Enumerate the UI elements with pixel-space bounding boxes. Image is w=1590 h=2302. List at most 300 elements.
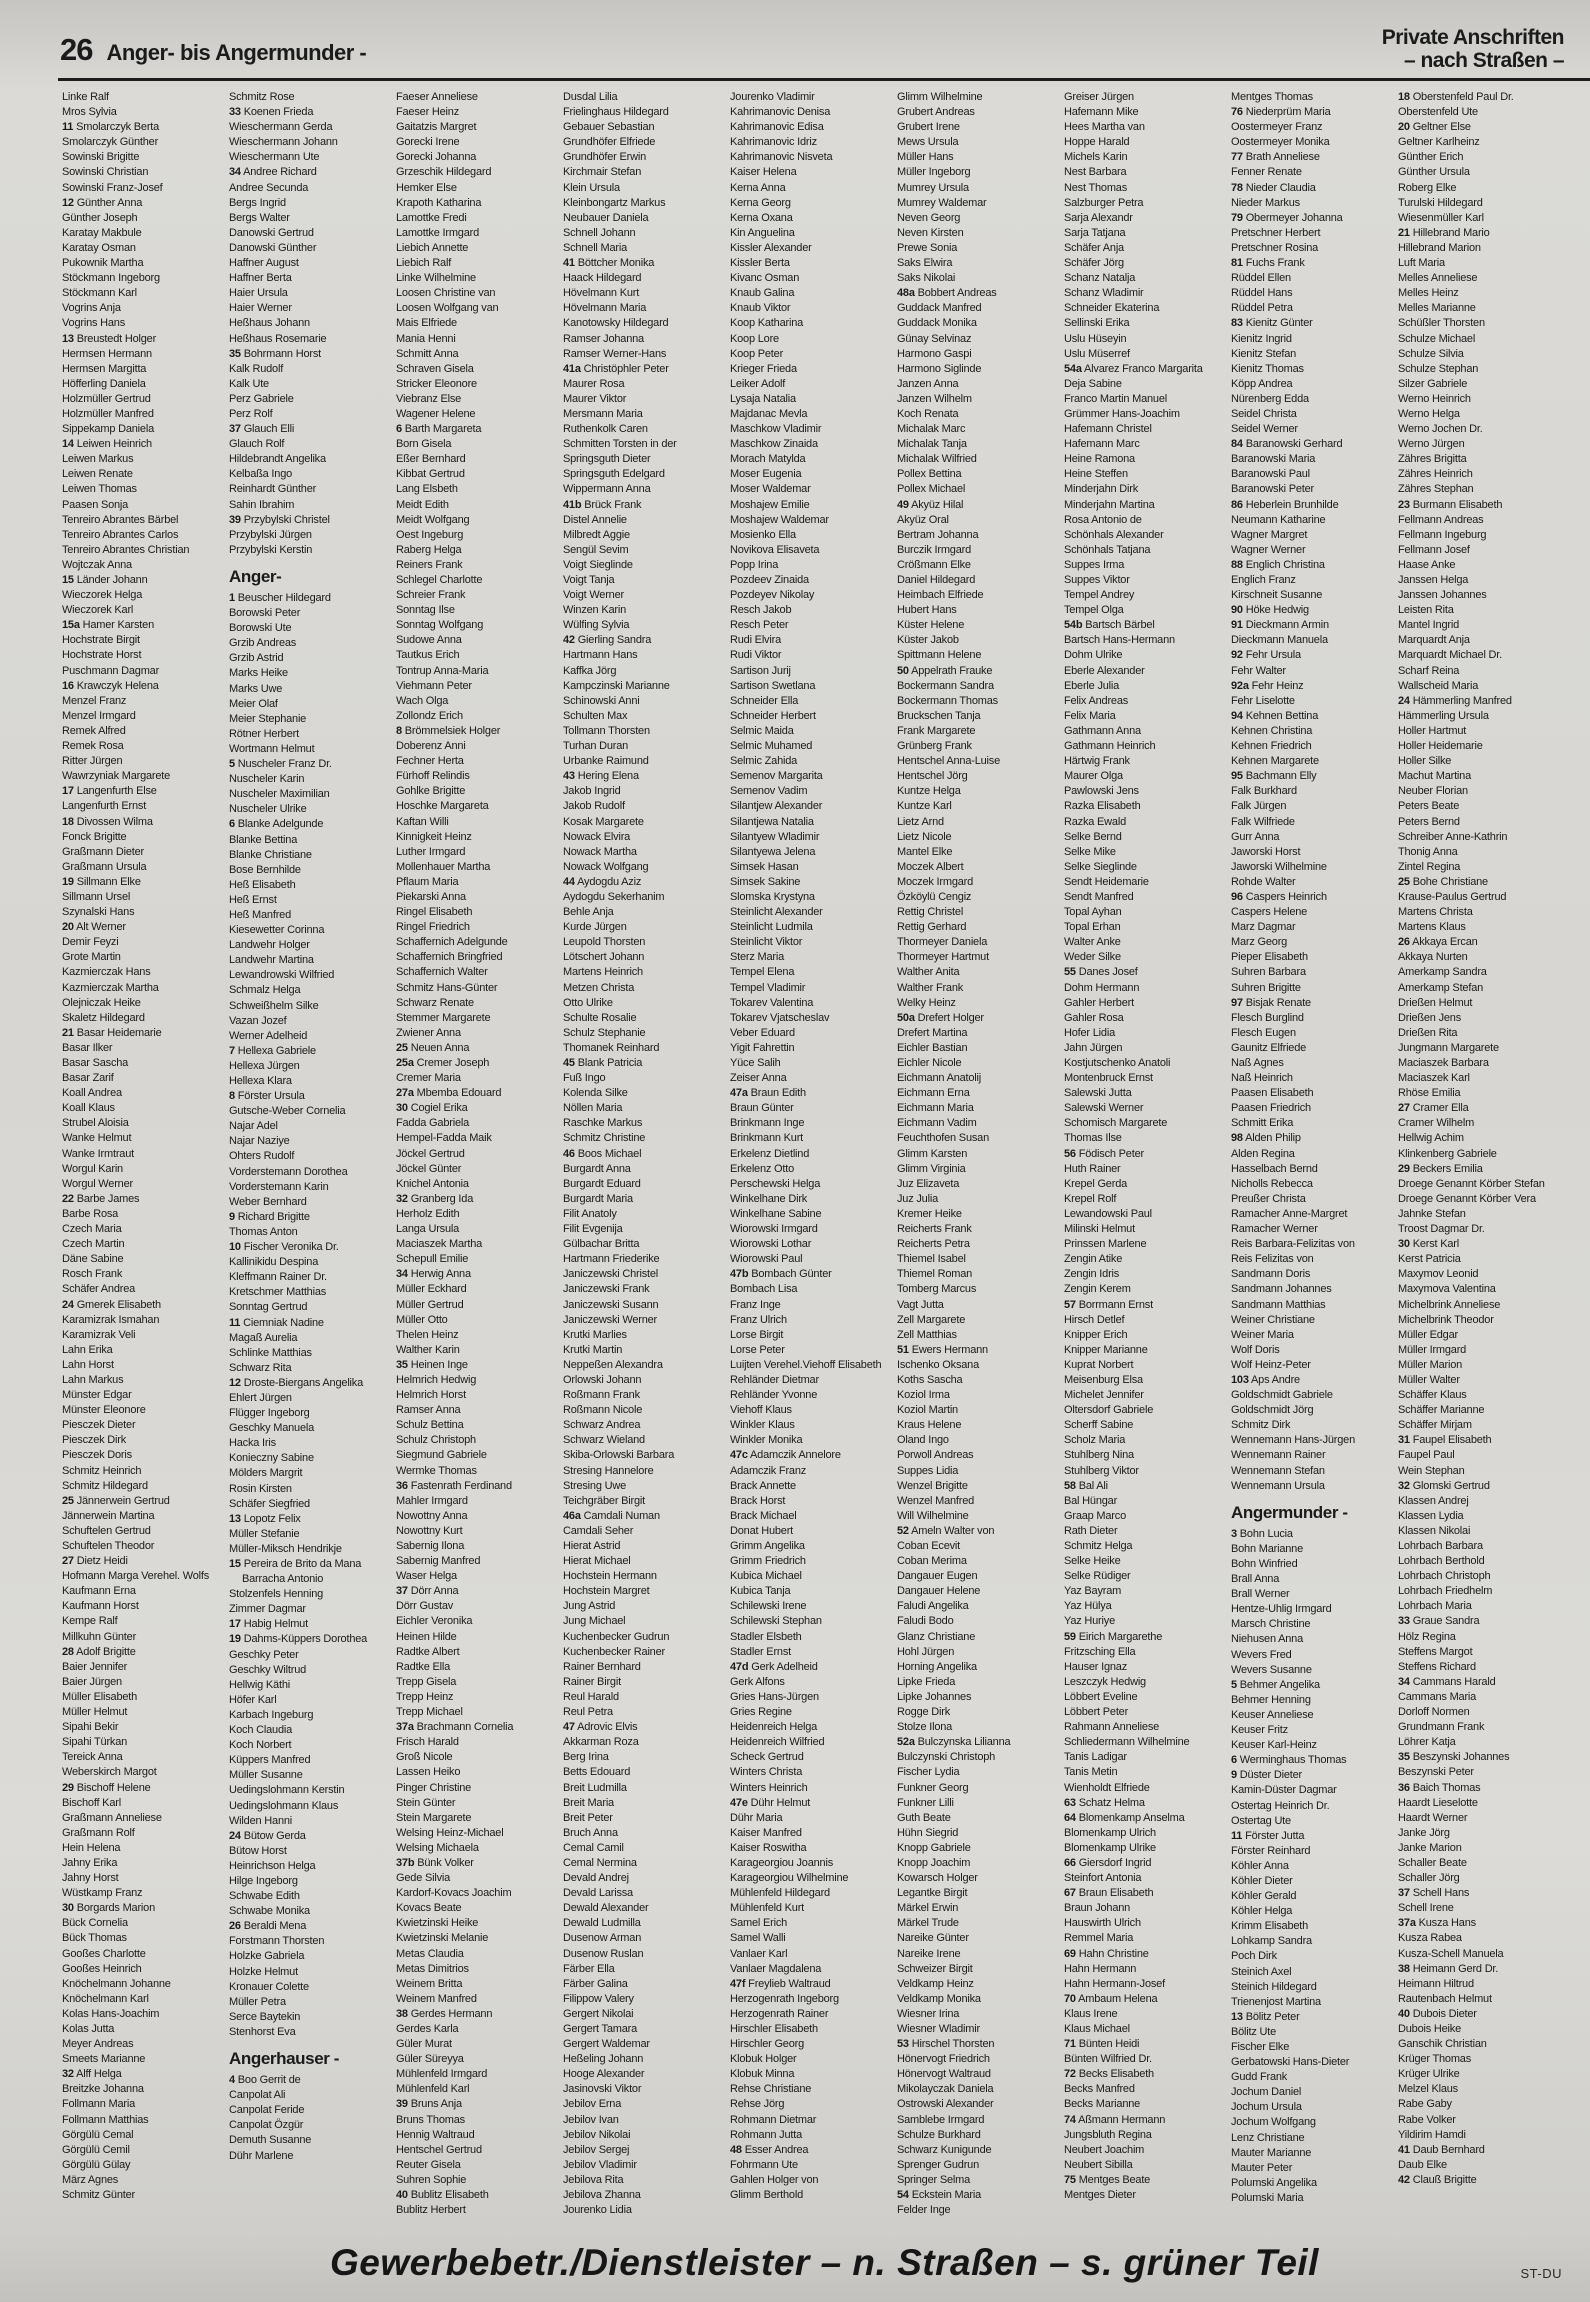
directory-entry: Jännerwein Martina [62,1509,155,1522]
directory-entry: Canpolat Ali [229,2089,286,2102]
page-header [60,14,1568,74]
directory-entry: Hacka Iris [229,1437,276,1450]
directory-entry: Filippow Valery [563,1992,634,2005]
directory-entry: Selmic Zahida [730,755,798,768]
directory-entry: Rabe Volker [1398,2113,1456,2126]
directory-entry: Gudd Frank [1231,2071,1288,2084]
directory-entry: Kostjutschenko Anatoli [1064,1057,1171,1069]
directory-entry: Reul Harald [563,1690,619,1703]
directory-entry: Schaffernich Walter [396,966,488,979]
directory-entry: 6 Werminghaus Thomas [1231,1754,1347,1767]
directory-entry: Müller Petra [229,1995,286,2008]
directory-entry: Müller Hans [897,151,954,164]
directory-entry: Minderjahn Dirk [1064,483,1139,496]
directory-entry: Basar Ilker [62,1041,113,1054]
directory-entry: 9 Richard Brigitte [229,1210,310,1223]
directory-entry: Olejniczak Heike [62,996,141,1009]
directory-entry: Jöckel Gertrud [396,1147,465,1160]
directory-entry: Walther Frank [897,981,964,994]
directory-entry: Schneider Herbert [730,709,816,722]
directory-entry: 94 Kehnen Bettina [1231,709,1319,722]
directory-entry: Eberle Alexander [1064,664,1145,677]
directory-entry: Schaller Jörg [1398,1872,1460,1885]
directory-entry: Nuscheler Karin [229,773,305,786]
directory-entry: Kempe Ralf [62,1615,118,1628]
directory-entry: Gerdes Karla [396,2023,459,2035]
directory-entry: Feuchthofen Susan [897,1132,990,1145]
directory-entry: Fischer Elke [1231,2041,1290,2053]
directory-entry: Lohrbach Maria [1398,1600,1472,1613]
directory-entry: 54a Alvarez Franco Margarita [1064,362,1203,375]
directory-entry: 14 Leiwen Heinrich [62,438,152,451]
directory-entry: Leiker Adolf [730,377,786,390]
directory-entry: Nowottny Kurt [396,1524,463,1537]
directory-entry: Reis Barbara-Felizitas von [1231,1238,1355,1251]
directory-entry: Schulten Max [563,709,628,722]
directory-entry: Nest Thomas [1064,181,1128,194]
directory-entry: 20 Alt Werner [62,921,126,934]
directory-entry: Knipper Marianne [1064,1343,1148,1356]
directory-entry: Scharf Reina [1398,664,1460,677]
directory-entry: 25a Cremer Joseph [396,1057,490,1069]
directory-entry: Kalk Rudolf [229,362,284,375]
house-number: 13 [62,332,74,345]
house-number: 11 [1231,1829,1243,1842]
directory-entry: Becks Marianne [1064,2098,1141,2111]
directory-entry: Fehr Liselotte [1231,694,1295,707]
directory-entry: Hildebrandt Angelika [229,453,326,466]
directory-entry: Stein Günter [396,1796,456,1809]
directory-entry: Kazmierczak Hans [62,966,151,979]
directory-entry: 58 Bal Ali [1064,1479,1108,1492]
house-number: 29 [1398,1162,1410,1175]
directory-entry: Fürhoff Relindis [396,770,470,783]
directory-entry: Löhrer Katja [1398,1736,1456,1749]
directory-entry: Kaiser Manfred [730,1826,802,1839]
directory-entry: Neven Georg [897,211,961,224]
directory-entry: Ringel Elisabeth [396,906,473,919]
directory-entry: Schnell Johann [563,226,636,239]
directory-entry: 11 Förster Jutta [1231,1829,1305,1842]
directory-entry: Kazmierczak Martha [62,981,159,994]
directory-entry: Walther Anita [897,966,960,979]
directory-entry: Simsek Sakine [730,875,801,888]
directory-entry: Schlinke Matthias [229,1346,312,1359]
directory-entry: Daub Elke [1398,2158,1447,2171]
directory-entry: Erkelenz Otto [730,1162,795,1175]
house-number: 63 [1064,1796,1076,1809]
directory-entry: Bück Cornelia [62,1917,128,1930]
directory-entry: Martens Christa [1398,906,1473,919]
directory-entry: Neubert Sibilla [1064,2158,1133,2171]
directory-entry: Herholz Edith [396,1207,460,1220]
house-number: 8 [229,1090,235,1103]
directory-entry: Betts Edouard [563,1766,631,1779]
directory-entry: Puschmann Dagmar [62,664,160,677]
directory-entry: Gorecki Irene [396,136,460,149]
house-number: 40 [396,2189,408,2202]
directory-entry: Borowski Ute [229,622,292,635]
directory-entry: 16 Krawczyk Helena [62,679,159,692]
directory-entry: Koziol Martin [897,1404,958,1417]
directory-entry: Schaffernich Bringfried [396,951,503,964]
directory-entry: Ramacher Anne-Margret [1231,1207,1348,1220]
directory-entry: Devald Larissa [563,1887,633,1900]
directory-entry: Hohl Jürgen [897,1645,955,1658]
directory-entry: Rohde Walter [1231,875,1296,888]
directory-entry: Stein Margarete [396,1811,472,1824]
directory-entry: Hirschler Georg [730,2038,805,2051]
directory-entry: Wieschermann Gerda [229,121,333,134]
directory-entry: Springsguth Dieter [563,453,651,466]
directory-entry: Rötner Herbert [229,727,299,740]
directory-entry: Zintel Regina [1398,860,1461,873]
directory-entry: 95 Bachmann Elly [1231,770,1317,783]
directory-entry: 97 Bisjak Renate [1231,996,1311,1009]
directory-entry: Graßmann Dieter [62,845,144,858]
directory-entry: Drießen Jens [1398,1011,1462,1024]
directory-entry: Will Wilhelmine [897,1509,969,1522]
directory-entry: Wennemann Ursula [1231,1479,1325,1492]
directory-entry: Kienitz Thomas [1231,362,1304,375]
directory-entry: Schweißhelm Silke [229,999,319,1012]
directory-entry: Ehlert Jürgen [229,1391,292,1404]
directory-entry: Sengül Sevim [563,543,629,556]
directory-entry: Sipahi Türkan [62,1736,128,1749]
directory-entry: Pieper Elisabeth [1231,951,1308,964]
directory-entry: Gergert Nikolai [563,2007,634,2020]
house-number: 20 [1398,121,1410,134]
directory-entry: Droege Genannt Körber Stefan [1398,1177,1545,1190]
directory-entry: Mumrey Ursula [897,181,969,194]
directory-entry: Kuprat Norbert [1064,1358,1134,1371]
directory-entry: Koziol Irma [897,1389,950,1402]
directory-entry: 12 Droste-Biergans Angelika [229,1376,364,1389]
directory-entry: Scholz Maria [1064,1434,1126,1447]
directory-entry: Funkner Georg [897,1781,969,1794]
directory-entry: Kissler Alexander [730,241,812,254]
directory-entry: Glimm Wilhelmine [897,91,983,103]
directory-entry: 31 Faupel Elisabeth [1398,1434,1492,1447]
directory-entry: Neuber Florian [1398,785,1468,798]
directory-entry: Danowski Günther [229,241,317,254]
directory-entry: Trepp Michael [396,1706,463,1719]
directory-entry: Sillmann Ursel [62,890,131,903]
directory-entry: Meidt Wolfgang [396,513,470,526]
directory-entry: Reicherts Petra [897,1238,970,1251]
directory-entry: Kusza-Schell Manuela [1398,1947,1504,1960]
header-right-line1: Private Anschriften [1381,26,1564,49]
directory-entry: Nowack Elvira [563,830,631,843]
directory-entry: 25 Jännerwein Gertrud [62,1494,170,1507]
directory-entry: Sonntag Wolfgang [396,619,484,632]
directory-entry: Grundhöfer Elfriede [563,136,656,149]
house-number: 10 [229,1241,241,1254]
directory-entry: Jochum Ursula [1231,2101,1302,2114]
directory-entry: Jebilov Ivan [563,2113,619,2126]
directory-entry: Akyüz Oral [897,513,949,526]
directory-entry: Krutki Martin [563,1343,623,1356]
directory-entry: Dusenow Ruslan [563,1947,644,1960]
directory-entry: Lenz Christiane [1231,2131,1305,2144]
directory-entry: Müller Stefanie [229,1527,300,1540]
directory-entry: Gaitatzis Margret [396,121,477,134]
directory-entry: Oland Ingo [897,1434,949,1447]
directory-entry: Jöckel Günter [396,1162,462,1175]
directory-entry: Wennemann Hans-Jürgen [1231,1434,1356,1447]
directory-entry: Fadda Gabriela [396,1117,470,1130]
house-number: 34 [229,166,241,179]
directory-entry: Salzburger Petra [1064,196,1144,209]
directory-entry: Sendt Heidemarie [1064,875,1149,888]
directory-entry: Koop Peter [730,347,784,360]
directory-entry: Hahn Hermann [1064,1962,1137,1975]
directory-entry: Günther Erich [1398,151,1464,164]
directory-entry: Sterz Maria [730,951,785,964]
directory-entry: Filit Anatoly [563,1207,617,1220]
house-number: 25 [1398,875,1410,888]
directory-entry: Stresing Hannelore [563,1464,654,1477]
directory-entry: Erkelenz Dietlind [730,1147,810,1160]
directory-entry: Wach Olga [396,694,449,707]
directory-entry: Steinich Axel [1231,1965,1292,1978]
house-number: 75 [1064,2173,1076,2186]
directory-entry: Moczek Albert [897,860,964,873]
directory-entry: Michalak Marc [897,423,966,436]
directory-entry: 86 Heberlein Brunhilde [1231,498,1339,511]
directory-entry: Lipke Johannes [897,1690,972,1703]
directory-entry: Klassen Lydia [1398,1509,1464,1522]
directory-entry: Wiorowski Lothar [730,1238,812,1251]
directory-entry: 50 Appelrath Frauke [897,664,993,677]
directory-entry: Franz Inge [730,1298,781,1311]
house-number: 94 [1231,709,1243,722]
directory-entry: Beszynski Peter [1398,1766,1474,1779]
directory-entry: Küster Jakob [897,634,959,647]
house-number: 50 [897,664,909,677]
directory-entry: Winkler Klaus [730,1419,795,1432]
directory-entry: Stadler Ernst [730,1645,791,1658]
directory-entry: Bück Thomas [62,1932,127,1945]
directory-entry: Köpp Andrea [1231,377,1293,390]
directory-entry: Ganschik Christian [1398,2038,1487,2051]
directory-entry: Welsing Michaela [396,1841,479,1854]
directory-entry: Greiser Jürgen [1064,91,1134,103]
directory-entry: Jaworski Wilhelmine [1231,860,1327,873]
directory-entry: Schaffernich Adelgunde [396,936,508,949]
directory-entry: Koths Sascha [897,1373,963,1386]
directory-entry: Rettig Christel [897,906,964,919]
directory-entry: Kaufmann Horst [62,1600,139,1613]
directory-entry: 34 Andree Richard [229,166,317,179]
directory-entry: Hofer Lidia [1064,1026,1115,1039]
directory-entry: Bergs Ingrid [229,196,286,209]
directory-entry: Schäfer Siegfried [229,1497,310,1510]
house-number: 25 [396,1041,408,1054]
directory-entry: Tanis Metin [1064,1766,1118,1779]
directory-entry: Blanke Bettina [229,833,298,846]
directory-entry: Glimm Virginia [897,1162,966,1175]
directory-entry: Kuntze Helga [897,785,961,798]
directory-entry: Huth Rainer [1064,1162,1121,1175]
directory-entry: Voigt Tanja [563,574,615,586]
directory-entry: Wermke Thomas [396,1464,477,1477]
directory-entry: Kerna Anna [730,181,786,194]
house-number: 29 [62,1781,74,1794]
directory-entry: Winters Heinrich [730,1781,808,1794]
directory-entry: Schulte Rosalie [563,1011,637,1024]
directory-entry: Hövelmann Maria [563,302,647,315]
directory-entry: Mosienko Ella [730,528,796,541]
directory-entry: Faupel Paul [1398,1449,1455,1462]
directory-entry: Meier Olaf [229,697,278,710]
directory-entry: Hubert Hans [897,604,957,617]
directory-entry: 92a Fehr Heinz [1231,679,1304,692]
directory-entry: Vogrins Hans [62,317,126,330]
directory-entry: Mews Ursula [897,136,959,149]
directory-entry: Englich Franz [1231,574,1296,586]
directory-entry: Kwietzinski Heike [396,1917,479,1930]
directory-entry: Jahn Jürgen [1064,1041,1123,1054]
directory-entry: Schuftelen Gertrud [62,1524,151,1537]
directory-entry: Schilewski Stephan [730,1615,822,1628]
directory-entry: Löbbert Peter [1064,1706,1129,1719]
directory-entry: Marz Dagmar [1231,921,1296,934]
directory-entry: Melles Anneliese [1398,272,1478,285]
directory-entry: Drefert Martina [897,1026,968,1039]
directory-entry: Baier Jennifer [62,1660,128,1673]
directory-entry: Koall Klaus [62,1102,115,1115]
directory-entry: Hartmann Hans [563,649,638,662]
directory-entry: Güler Murat [396,2038,452,2051]
directory-entry: Özköylü Cengiz [897,890,972,903]
directory-entry: Stuhlberg Viktor [1064,1464,1139,1477]
directory-entry: Sandmann Johannes [1231,1283,1332,1296]
directory-entry: Köhler Gerald [1231,1890,1297,1903]
directory-entry: Falk Burkhard [1231,785,1297,798]
directory-entry: 11 Smolarczyk Berta [62,121,160,134]
directory-entry: Heine Ramona [1064,453,1135,466]
directory-entry: Goldschmidt Jörg [1231,1404,1314,1417]
directory-entry: 23 Burmann Elisabeth [1398,498,1503,511]
directory-entry: Karamizrak Ismahan [62,1313,160,1326]
directory-entry: Kehnen Christina [1231,724,1313,737]
directory-entry: Kin Anguelina [730,226,795,239]
house-number: 12 [229,1376,241,1389]
directory-entry: Marks Uwe [229,682,283,695]
directory-entry: Yüce Salih [730,1057,781,1069]
house-number: 92a [1231,679,1249,692]
directory-entry: Schliedermann Wilhelmine [1064,1736,1190,1749]
directory-entry: Kaiser Roswitha [730,1841,807,1854]
directory-entry: 47d Gerk Adelheid [730,1660,818,1673]
directory-entry: Ostrowski Alexander [897,2098,994,2111]
directory-entry: Koch Renata [897,407,959,420]
directory-entry: 70 Ambaum Helena [1064,1992,1158,2005]
house-number: 48a [897,287,915,300]
directory-entry: 47 Adrovic Elvis [563,1721,638,1734]
directory-entry: Springsguth Edelgard [563,468,665,481]
directory-entry: Sarja Tatjana [1064,226,1126,239]
directory-entry: 42 Gierling Sandra [563,634,652,647]
directory-entry: Pozdeyev Nikolay [730,589,815,602]
directory-entry: Funkner Lilli [897,1796,954,1809]
directory-entry: Gahler Rosa [1064,1011,1124,1024]
directory-entry: Brinkmann Inge [730,1117,805,1130]
directory-entry: Baranowski Peter [1231,483,1315,496]
house-number: 76 [1231,106,1243,119]
directory-entry: Janssen Helga [1398,574,1469,586]
directory-entry: Bohn Marianne [1231,1542,1304,1555]
directory-entry: Bertram Johanna [897,528,979,541]
directory-entry: Roberg Elke [1398,181,1457,194]
house-number: 38 [396,2007,408,2020]
directory-entry: 38 Heimann Gerd Dr. [1398,1962,1499,1975]
directory-entry: Sabernig Ilona [396,1540,465,1552]
directory-entry: Helmrich Horst [396,1389,466,1402]
house-number: 25 [62,1494,74,1507]
directory-entry: Kehnen Friedrich [1231,740,1312,753]
directory-entry: Selmic Maida [730,724,794,737]
directory-entry: Voigt Sieglinde [563,558,633,571]
directory-entry: Dohm Hermann [1064,981,1140,994]
directory-entry: Schmitt Erika [1231,1117,1294,1130]
directory-entry: Legantke Birgit [897,1887,968,1900]
directory-entry: Jebilov Erna [563,2098,622,2111]
directory-entry: Kremer Heike [897,1207,962,1220]
house-number: 38 [1398,1962,1410,1975]
directory-entry: Schanz Natalja [1064,272,1136,285]
directory-entry: Hennig Waltraud [396,2128,475,2141]
directory-entry: Ostertag Ute [1231,1814,1291,1827]
directory-entry: Hoschke Margareta [396,800,489,813]
directory-entry: Michelbrink Anneliese [1398,1298,1501,1311]
directory-entry: Landwehr Holger [229,939,310,952]
house-number: 47f [730,1977,746,1990]
directory-entry: Haardt Lieselotte [1398,1796,1478,1809]
directory-entry: Lewandrowski Wilfried [229,969,335,982]
directory-entry: Zell Margarete [897,1313,966,1326]
directory-entry: 84 Baranowski Gerhard [1231,438,1343,451]
directory-entry: Janiczewski Frank [563,1283,650,1296]
directory-entry: Bulczynski Christoph [897,1751,996,1764]
directory-entry: Sartison Swetlana [730,679,816,692]
house-number: 24 [229,1829,241,1842]
directory-entry: Steinlicht Ludmila [730,921,813,934]
directory-entry: Rudi Elvira [730,634,781,647]
directory-entry: Müller Gertrud [396,1298,464,1311]
directory-entry: Ruthenkolk Caren [563,423,648,436]
directory-entry: Hentschel Anna-Luise [897,755,1001,768]
directory-entry: Heßeling Johann [563,2053,644,2066]
directory-entry: Hentschel Jörg [897,770,968,783]
directory-entry: Canpolat Feride [229,2104,305,2117]
directory-entry: Bütow Horst [229,1844,287,1857]
directory-column [730,90,887,2218]
directory-entry: Nowack Martha [563,845,637,858]
directory-entry: 5 Nuscheler Franz Dr. [229,758,332,771]
directory-entry: Müller Otto [396,1313,448,1326]
directory-entry: Schmitz Heinrich [62,1464,142,1477]
directory-entry: Holler Heidemarie [1398,740,1483,753]
directory-entry: Roßmann Frank [563,1389,640,1402]
directory-entry: Brack Annette [730,1479,796,1492]
house-number: 71 [1064,2038,1076,2051]
house-number: 54a [1064,362,1082,375]
directory-entry: Schnell Maria [563,241,628,254]
directory-entry: Veber Eduard [730,1026,795,1039]
house-number: 9 [229,1210,235,1223]
